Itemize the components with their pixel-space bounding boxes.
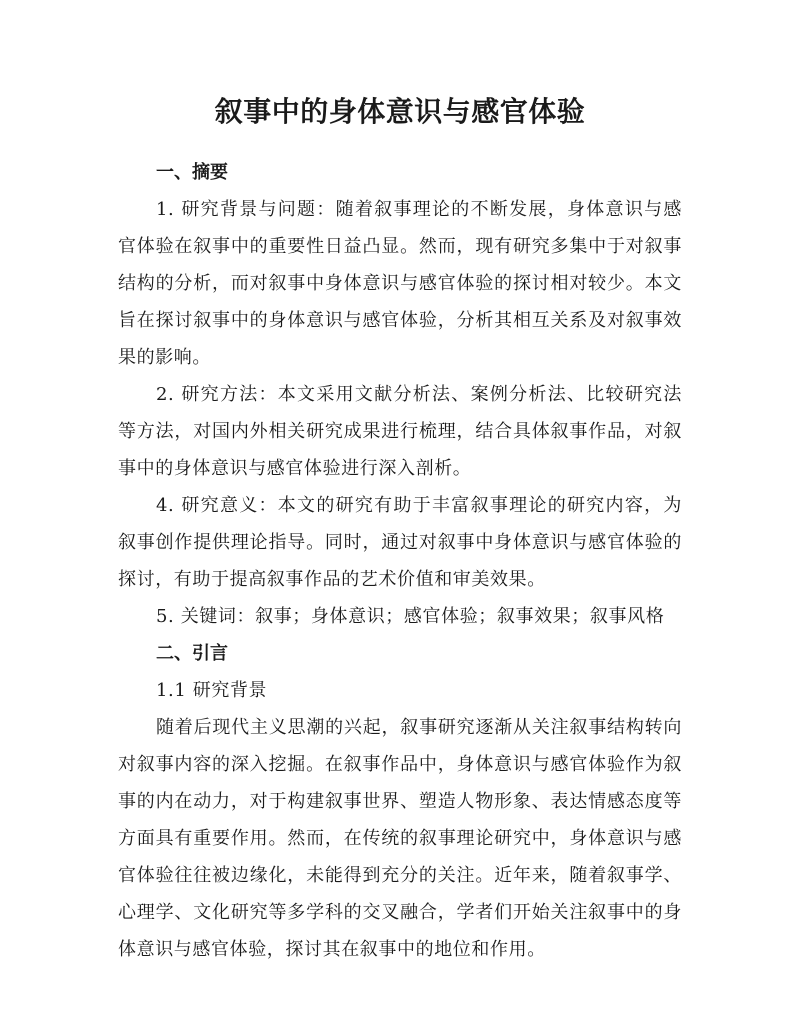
subsection-heading-research-background: 1.1 研究背景 bbox=[156, 680, 268, 701]
section-heading-introduction: 二、引言 bbox=[156, 643, 228, 664]
introduction-paragraph: 随着后现代主义思潮的兴起，叙事研究逐渐从关注叙事结构转向对叙事内容的深入挖掘。在叙事作品中，身体意识与感官体验作为叙事的内在动力，对于构建叙事世界、塑造人物形象、表达情感态度等方面具有重要作用。然而，在传统的叙事理论研究中，身体意识与感官体验往往被边缘化，未能得到充分的关注。近年来，随着叙事学、心理学、文化研究等多学科的交叉融合，学者们开始关注叙事中的身体意识与感官体验，探讨其在叙事中的地位和作用。 bbox=[118, 717, 682, 960]
abstract-paragraph-keywords: 5. 关键词：叙事；身体意识；感官体验；叙事效果；叙事风格 bbox=[156, 606, 665, 627]
abstract-paragraph-methods: 2. 研究方法：本文采用文献分析法、案例分析法、比较研究法等方法，对国内外相关研究成果进行梳理，结合具体叙事作品，对叙事中的身体意识与感官体验进行深入剖析。 bbox=[118, 384, 682, 479]
abstract-paragraph-background: 1. 研究背景与问题：随着叙事理论的不断发展，身体意识与感官体验在叙事中的重要性日益凸显。然而，现有研究多集中于对叙事结构的分析，而对叙事中身体意识与感官体验的探讨相对较少。本文旨在探讨叙事中的身体意识与感官体验，分析其相互关系及对叙事效果的影响。 bbox=[118, 199, 682, 368]
abstract-paragraph-significance: 4. 研究意义：本文的研究有助于丰富叙事理论的研究内容，为叙事创作提供理论指导。同时，通过对叙事中身体意识与感官体验的探讨，有助于提高叙事作品的艺术价值和审美效果。 bbox=[118, 495, 682, 590]
document-title: 叙事中的身体意识与感官体验 bbox=[214, 95, 586, 128]
section-heading-abstract: 一、摘要 bbox=[156, 162, 228, 183]
